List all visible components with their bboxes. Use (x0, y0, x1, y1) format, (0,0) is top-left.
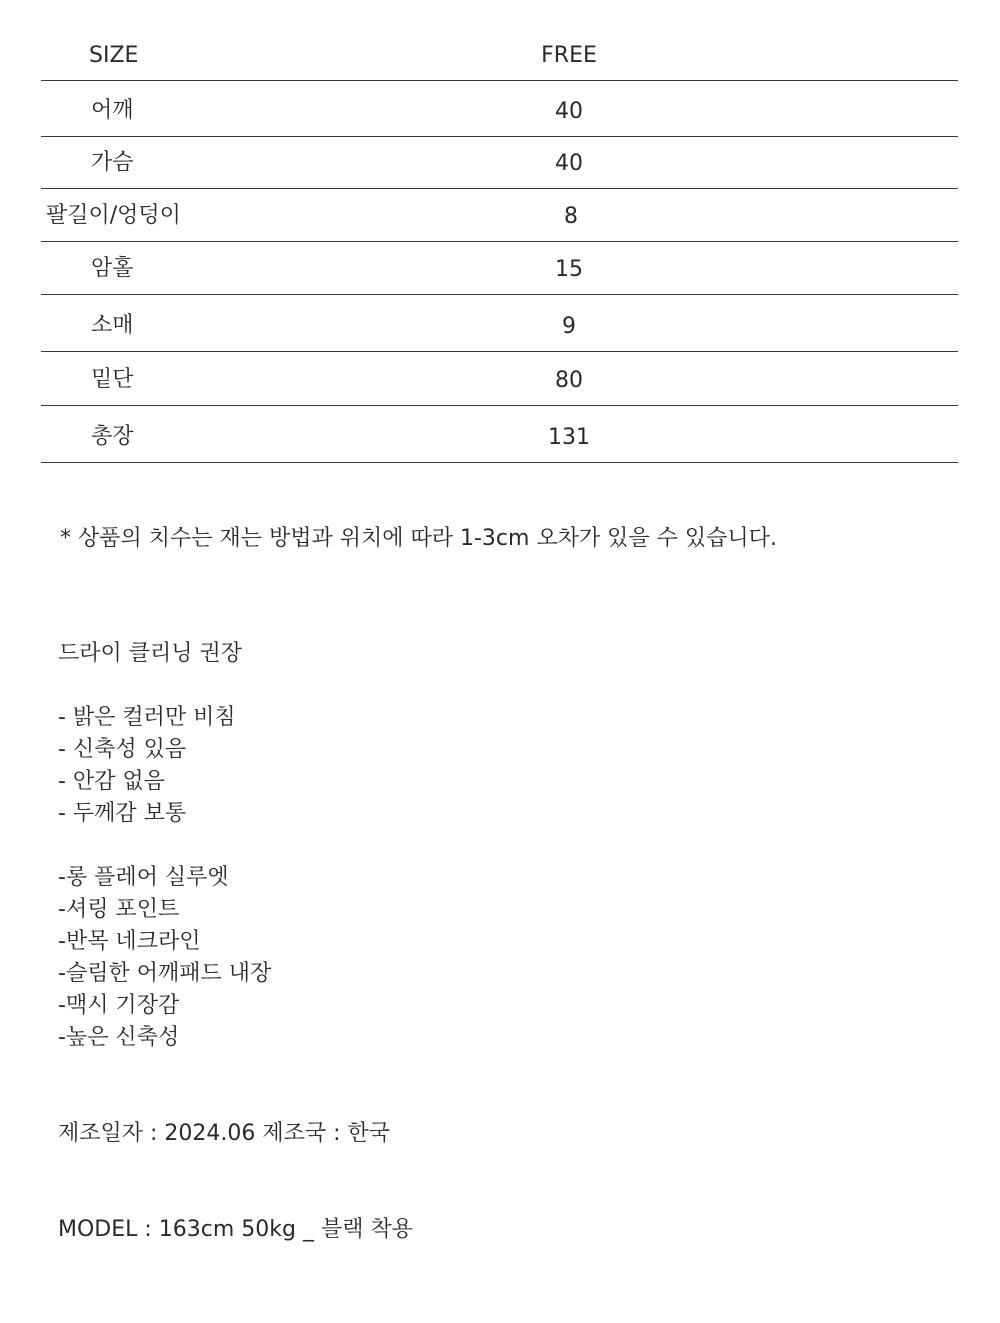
model-info: MODEL : 163cm 50kg _ 블랙 착용 (58, 1217, 413, 1242)
size-row-label: 어깨 (91, 98, 134, 123)
size-row-hem: 밑단 80 (41, 352, 958, 406)
size-table-header: SIZE FREE (41, 36, 958, 81)
list-item: - 신축성 있음 (58, 737, 187, 762)
fabric-points-list (58, 702, 236, 830)
list-item: - 안감 없음 (58, 769, 165, 794)
list-item: -반목 네크라인 (58, 929, 201, 954)
size-row-shoulder: 어깨 40 (41, 81, 958, 137)
list-item: -슬림한 어깨패드 내장 (58, 961, 272, 986)
size-row-chest: 가슴 40 (41, 137, 958, 189)
size-row-label: 가슴 (91, 150, 134, 175)
list-item: - 두께감 보통 (58, 801, 187, 826)
size-row-total-length: 총장 131 (41, 406, 958, 463)
list-item: -롱 플레어 실루엣 (58, 865, 229, 890)
list-item: - 밝은 컬러만 비침 (58, 705, 236, 730)
list-item: -맥시 기장감 (58, 993, 180, 1018)
size-row-sleeve: 소매 9 (41, 295, 958, 352)
size-row-arm-hip: 팔길이/엉덩이 8 (41, 189, 958, 242)
size-row-label: 소매 (91, 313, 134, 338)
size-row-label: 밑단 (91, 367, 134, 392)
care-instruction: 드라이 클리닝 권장 (58, 641, 243, 666)
features-list (58, 862, 271, 1054)
size-header-label: SIZE (89, 43, 139, 68)
size-row-label: 팔길이/엉덩이 (46, 203, 181, 228)
list-item: -셔링 포인트 (58, 897, 180, 922)
measurement-note: * 상품의 치수는 재는 방법과 위치에 따라 1-3cm 오차가 있을 수 있습니다. (60, 526, 777, 551)
list-item: -높은 신축성 (58, 1025, 180, 1050)
manufacture-info: 제조일자 : 2024.06 제조국 : 한국 (58, 1121, 391, 1146)
size-row-label: 총장 (91, 424, 134, 449)
size-table (41, 36, 958, 463)
size-row-armhole: 암홀 15 (41, 242, 958, 295)
size-row-label: 암홀 (91, 256, 134, 281)
